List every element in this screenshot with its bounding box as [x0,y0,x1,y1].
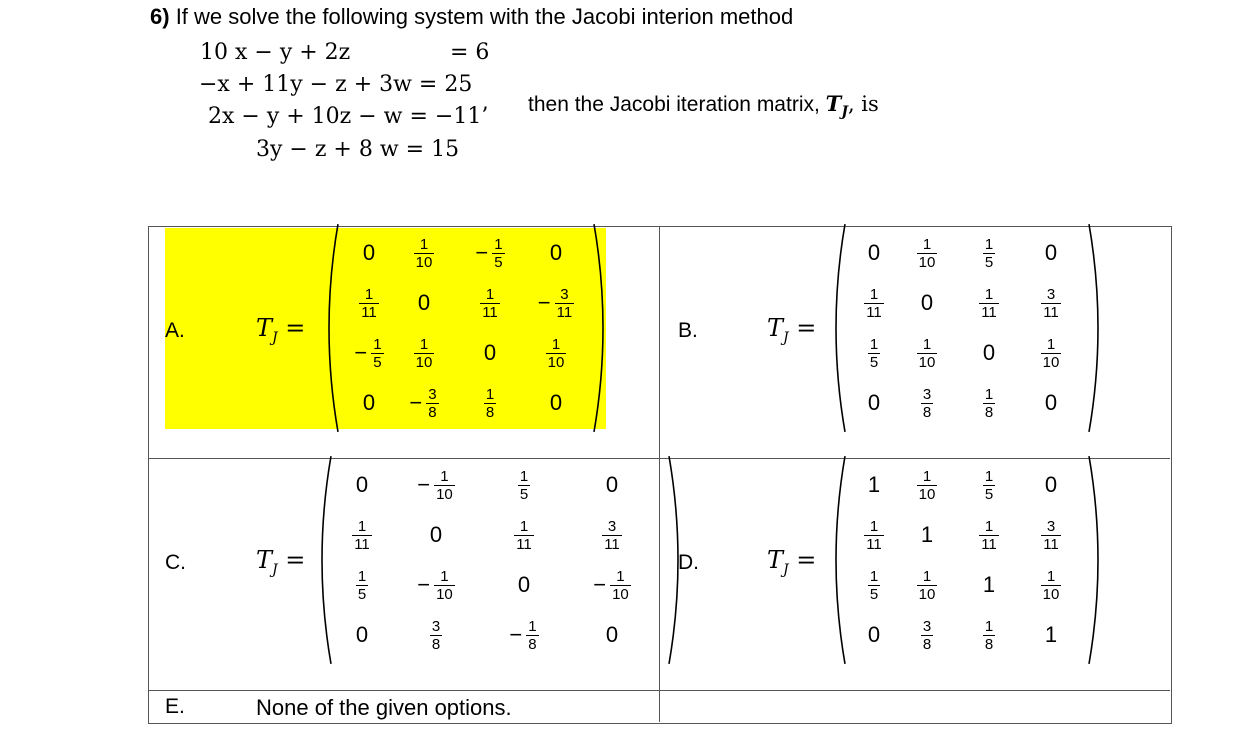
fraction [414,236,435,271]
numerator: 1 [984,517,994,535]
denominator: 10 [918,353,936,371]
option-b-cell-2-1 [917,336,938,371]
option-d-cell-2-2 [983,572,995,598]
equation-3: 2x − y + 10z − w = −11’ [208,104,489,129]
matrix-entry: 0 [362,390,376,415]
numerator: 3 [431,617,441,635]
fraction [546,336,567,371]
minus-sign: − [417,572,431,597]
fraction [921,618,933,653]
option-d-cell-1-0 [864,518,884,553]
denominator: 10 [547,353,565,371]
fraction [414,336,435,371]
fraction [526,618,538,653]
fraction [917,236,938,271]
option-a-cell-2-0 [354,336,383,371]
option-a-matrix[interactable] [345,228,587,428]
numerator: 1 [1046,567,1056,585]
fraction [430,618,442,653]
fraction [602,518,622,553]
denominator: 10 [436,485,453,503]
numerator: 1 [869,335,879,353]
then-statement [528,91,879,120]
option-d-cell-1-2 [979,518,999,553]
left-paren-icon [312,454,334,666]
numerator: 1 [528,617,537,635]
option-c-matrix[interactable] [338,460,662,660]
numerator: 1 [494,235,503,253]
left-paren-icon [826,222,848,434]
matrix-entry: 0 [549,240,563,265]
matrix-entry: 1 [1044,622,1058,647]
denominator: 8 [528,635,537,653]
matrix-entry: 0 [1044,472,1058,497]
denominator: 5 [984,253,994,271]
option-b-cell-3-2 [983,386,995,421]
matrix-entry: 0 [1044,390,1058,415]
option-c-cell-3-2 [509,618,538,653]
option-d-cell-3-1 [921,618,933,653]
fraction [864,518,884,553]
matrix-entry: 0 [982,340,996,365]
matrix-entry: 0 [517,572,531,597]
numerator: 1 [440,467,449,485]
option-c-label: $T_J$ = [256,546,306,578]
fraction [352,518,372,553]
denominator: 8 [984,403,994,421]
option-d-cell-3-3 [1045,622,1057,648]
equation-1-lhs: 10 x − y + 2z [200,40,351,65]
fraction [359,286,379,321]
option-b-cell-2-2 [983,340,995,366]
fraction [555,286,575,321]
option-b-cell-0-1 [917,236,938,271]
matrix-entry: 0 [605,472,619,497]
option-b-cell-2-3 [1041,336,1062,371]
numerator: 1 [357,517,367,535]
option-a-cell-1-1 [418,290,430,316]
numerator: 1 [373,335,382,353]
numerator: 1 [485,285,495,303]
left-paren-icon [826,454,848,666]
fraction [921,386,933,421]
option-c-cell-1-2 [514,518,534,553]
denominator: 11 [866,303,882,321]
right-paren-icon [1086,222,1108,434]
numerator: 1 [1046,335,1056,353]
denominator: 11 [361,303,377,321]
equation-2: −x + 11y − z + 3w = 25 [199,72,473,97]
numerator: 3 [1046,517,1056,535]
option-a-cell-0-3 [550,240,562,266]
denominator: 11 [866,535,882,553]
denominator: 8 [428,403,437,421]
minus-sign: − [409,390,423,415]
fraction [514,518,534,553]
option-d-cell-0-2 [983,468,995,503]
denominator: 11 [516,535,532,553]
option-a-cell-1-2 [480,286,500,321]
denominator: 5 [373,353,382,371]
denominator: 11 [354,535,370,553]
option-c-letter[interactable]: C. [165,551,186,574]
denominator: 11 [981,303,997,321]
fraction [356,568,368,603]
numerator: 1 [519,517,529,535]
option-b-matrix[interactable] [852,228,1082,428]
option-c-cell-1-3 [602,518,622,553]
fraction [518,468,530,503]
table-divider-row1 [148,458,1170,459]
option-b-cell-0-2 [983,236,995,271]
fraction [480,286,500,321]
numerator: 1 [616,567,625,585]
numerator: 1 [984,235,994,253]
option-a-cell-0-2 [475,236,504,271]
right-paren-icon [591,222,613,434]
option-c-cell-0-1 [417,468,455,503]
matrix-symbol: $T_J$ [825,91,848,121]
numerator: 3 [607,517,617,535]
option-a-cell-3-3 [550,390,562,416]
fraction [434,568,455,603]
denominator: 10 [415,253,433,271]
option-c-cell-2-0 [356,568,368,603]
numerator: 1 [440,567,449,585]
fraction [610,568,631,603]
option-a-letter[interactable]: A. [165,319,185,342]
fraction [434,468,455,503]
option-b-cell-3-0 [868,390,880,416]
minus-sign: − [509,622,523,647]
option-d-letter[interactable]: D. [678,551,699,574]
numerator: 1 [357,567,367,585]
numerator: 1 [984,285,994,303]
option-a-cell-1-3 [538,286,574,321]
equation-4: 3y − z + 8 w = 15 [256,137,460,162]
denominator: 11 [981,535,997,553]
option-d-cell-3-0 [868,622,880,648]
matrix-entry: 0 [355,622,369,647]
fraction [371,336,383,371]
fraction [864,286,884,321]
matrix-entry: 0 [549,390,563,415]
denominator: 8 [485,403,495,421]
numerator: 1 [984,617,994,635]
option-c-cell-3-1 [430,618,442,653]
minus-sign: − [417,472,431,497]
right-paren-icon [1086,454,1108,666]
matrix-entry: 0 [605,622,619,647]
matrix-entry: 0 [867,390,881,415]
option-a-cell-3-0 [363,390,375,416]
option-b-cell-3-1 [921,386,933,421]
then-text: then the Jacobi iteration matrix, [528,93,820,116]
option-b-cell-0-0 [868,240,880,266]
denominator: 8 [922,403,932,421]
option-c-cell-0-3 [606,472,618,498]
numerator: 1 [869,567,879,585]
minus-sign: − [354,340,368,365]
denominator: 5 [984,485,994,503]
numerator: 1 [922,335,932,353]
denominator: 10 [612,585,629,603]
option-c-cell-3-0 [356,622,368,648]
numerator: 1 [922,235,932,253]
matrix-entry: 1 [982,572,996,597]
matrix-entry: 0 [920,290,934,315]
option-c-cell-2-3 [593,568,631,603]
denominator: 10 [1042,585,1060,603]
fraction [917,568,938,603]
option-c-cell-3-3 [606,622,618,648]
matrix-entry: 1 [867,472,881,497]
option-b-cell-0-3 [1045,240,1057,266]
option-a-cell-1-0 [359,286,379,321]
denominator: 11 [556,303,573,321]
fraction [983,618,995,653]
option-d-cell-2-0 [868,568,880,603]
option-c-cell-2-2 [518,572,530,598]
matrix-entry: 0 [429,522,443,547]
numerator: 1 [922,467,932,485]
denominator: 10 [918,253,936,271]
fraction [1041,336,1062,371]
fraction [1041,568,1062,603]
denominator: 11 [1043,535,1059,553]
minus-sign: − [593,572,607,597]
fraction [917,336,938,371]
option-a-cell-0-1 [414,236,435,271]
numerator: 1 [869,285,879,303]
option-a-label: $T_J$ = [256,314,306,346]
matrix-entry: 0 [362,240,376,265]
question-number: 6) [150,4,170,29]
denominator: 5 [519,485,529,503]
numerator: 3 [560,285,569,303]
option-b-letter[interactable]: B. [678,319,698,342]
denominator: 10 [1042,353,1060,371]
matrix-entry: 0 [417,290,431,315]
numerator: 3 [922,617,932,635]
denominator: 8 [431,635,441,653]
option-d-cell-2-1 [917,568,938,603]
matrix-entry: 0 [867,622,881,647]
denominator: 11 [1043,303,1059,321]
denominator: 11 [604,535,620,553]
fraction [917,468,938,503]
option-a-cell-3-1 [409,386,438,421]
option-c-cell-0-0 [356,472,368,498]
denominator: 10 [918,485,936,503]
option-d-cell-0-1 [917,468,938,503]
fraction [484,386,496,421]
fraction [1041,286,1061,321]
equation-1-rhs: = 6 [450,40,490,65]
tail-text: , is [847,92,879,116]
minus-sign: − [537,290,551,315]
fraction [979,518,999,553]
option-b-cell-1-0 [864,286,884,321]
option-d-cell-0-3 [1045,472,1057,498]
denominator: 5 [869,585,879,603]
numerator: 1 [419,235,429,253]
numerator: 1 [364,285,374,303]
numerator: 3 [428,385,437,403]
denominator: 5 [494,253,503,271]
fraction [868,336,880,371]
fraction [983,468,995,503]
fraction [1041,518,1061,553]
denominator: 10 [436,585,453,603]
matrix-entry: 1 [920,522,934,547]
option-a-cell-3-2 [484,386,496,421]
option-d-cell-3-2 [983,618,995,653]
numerator: 3 [922,385,932,403]
fraction [426,386,438,421]
denominator: 8 [984,635,994,653]
matrix-entry: 0 [483,340,497,365]
matrix-entry: 0 [867,240,881,265]
denominator: 8 [922,635,932,653]
option-c-cell-2-1 [417,568,455,603]
numerator: 1 [869,517,879,535]
option-a-cell-2-1 [414,336,435,371]
table-divider-row2 [148,690,1170,691]
option-e-letter[interactable]: E. [165,695,185,718]
matrix-entry: 0 [355,472,369,497]
minus-sign: − [475,240,489,265]
option-d-cell-1-1 [921,522,933,548]
numerator: 3 [1046,285,1056,303]
question-title [150,4,793,30]
option-c-cell-1-0 [352,518,372,553]
fraction [492,236,504,271]
option-b-cell-1-3 [1041,286,1061,321]
option-c-cell-1-1 [430,522,442,548]
option-d-label: $T_J$ = [767,546,817,578]
denominator: 5 [357,585,367,603]
option-d-cell-1-3 [1041,518,1061,553]
option-b-cell-2-0 [868,336,880,371]
fraction [983,386,995,421]
numerator: 1 [519,467,529,485]
matrix-entry: 0 [1044,240,1058,265]
option-a-cell-0-0 [363,240,375,266]
fraction [983,236,995,271]
option-a-cell-2-3 [546,336,567,371]
question-text: If we solve the following system with the Jacobi interion method [175,4,794,29]
fraction [868,568,880,603]
numerator: 1 [419,335,429,353]
option-b-cell-1-2 [979,286,999,321]
numerator: 1 [922,567,932,585]
numerator: 1 [485,385,495,403]
denominator: 10 [918,585,936,603]
numerator: 1 [984,385,994,403]
denominator: 10 [415,353,433,371]
numerator: 1 [551,335,561,353]
option-d-matrix[interactable] [852,460,1082,660]
numerator: 1 [984,467,994,485]
option-a-cell-2-2 [484,340,496,366]
left-paren-icon [319,222,341,434]
option-d-cell-2-3 [1041,568,1062,603]
option-b-cell-1-1 [921,290,933,316]
option-b-label: $T_J$ = [767,314,817,346]
denominator: 5 [869,353,879,371]
option-e-text[interactable]: None of the given options. [256,695,512,720]
option-d-cell-0-0 [868,472,880,498]
option-c-cell-0-2 [518,468,530,503]
denominator: 11 [482,303,498,321]
option-b-cell-3-3 [1045,390,1057,416]
fraction [979,286,999,321]
